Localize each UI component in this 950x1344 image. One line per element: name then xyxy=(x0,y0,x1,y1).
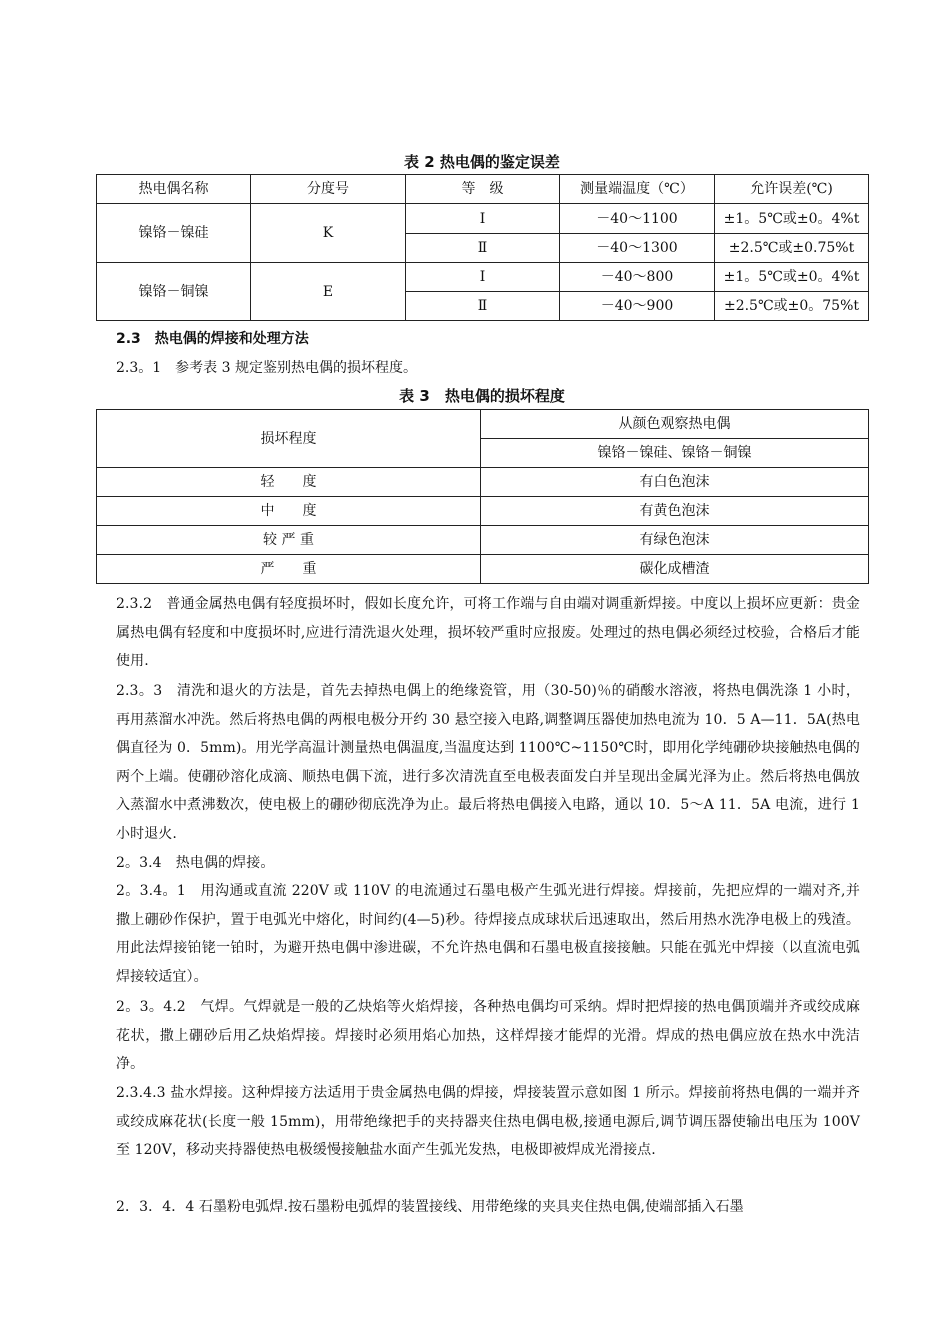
table3-damage-degree xyxy=(96,409,869,584)
table3-caption: 表 3 热电偶的损坏程度 xyxy=(399,387,565,405)
table2-grade: Ⅱ xyxy=(406,292,560,321)
table2-header-grade: 等 级 xyxy=(406,175,560,204)
table2-header-code: 分度号 xyxy=(251,175,406,204)
section-2-3-heading: 2.3 热电偶的焊接和处理方法 xyxy=(116,331,309,347)
table2-allowed-error: ±2.5℃或±0.75%t xyxy=(715,234,869,263)
paragraph-2-3-4-4: 2．3．4．4 石墨粉电弧焊.按石墨粉电弧焊的装置接线、用带绝缘的夹具夹住热电偶,使端部插入石墨 xyxy=(116,1199,744,1215)
table-row xyxy=(97,526,869,555)
table-row xyxy=(97,497,869,526)
table2-temperature-range: －40～1100 xyxy=(560,204,715,234)
table2-graduation-code: K xyxy=(251,204,406,263)
table3-description: 有白色泡沫 xyxy=(481,468,869,497)
table3-description: 有黄色泡沫 xyxy=(481,497,869,526)
table3-description: 碳化成槽渣 xyxy=(481,555,869,584)
table2-allowed-error: ±2.5℃或±0。75%t xyxy=(715,292,869,321)
table3-degree: 中 度 xyxy=(97,497,481,526)
table3-header-row xyxy=(97,410,869,439)
table2-temperature-range: －40～900 xyxy=(560,292,715,321)
table2-temperature-range: －40～1300 xyxy=(560,234,715,263)
paragraph-2-3-4: 2。3.4 热电偶的焊接。 xyxy=(116,855,275,871)
table2-graduation-code: E xyxy=(251,263,406,321)
table2-calibration-error xyxy=(96,174,869,321)
paragraph-2-3-3: 2.3。3 清洗和退火的方法是，首先去掉热电偶上的绝缘瓷管，用（30-50)％的硝酸水溶液，将热电偶洗涤 1 小时，再用蒸溜水冲洗。然后将热电偶的两根电极分开约 30 悬空接入电路,调整调压器使加热电流为 10．5 A—11．5A(热电偶直径为 0．5mm)。用光学高温计测量热电偶温度,当温度达到 1100℃~1150℃时，即用化学纯硼砂块接触热电偶的两个上端。使硼砂溶化成滴、顺热电偶下流，进行多次清洗直至电极表面发白并呈现出金属光泽为止。然后将热电偶放入蒸溜水中煮沸数次，使电极上的硼砂彻底洗净为止。最后将热电偶接入电路，通以 10．5～A 11．5A 电流，进行 1 小时退火. xyxy=(116,683,860,842)
table2-thermocouple-name: 镍铬－铜镍 xyxy=(97,263,251,321)
table-row xyxy=(97,555,869,584)
paragraph-2-3-4-2: 2。3。4.2 气焊。气焊就是一般的乙炔焰等火焰焊接，各种热电偶均可采纳。焊时把焊接的热电偶顶端并齐或绞成麻花状，撒上硼砂后用乙炔焰焊接。焊接时必须用焰心加热，这样焊接才能焊的光滑。焊成的热电偶应放在热水中洗洁净。 xyxy=(116,999,860,1073)
table3-header-types: 镍铬－镍硅、镍铬－铜镍 xyxy=(481,439,869,468)
table2-header-error: 允许误差(℃) xyxy=(715,175,869,204)
table2-allowed-error: ±1。5℃或±0。4%t xyxy=(715,204,869,234)
table2-caption: 表 2 热电偶的鉴定误差 xyxy=(404,153,560,171)
table3-degree: 严 重 xyxy=(97,555,481,584)
table2-header-name: 热电偶名称 xyxy=(97,175,251,204)
table3-header-observe: 从颜色观察热电偶 xyxy=(481,410,869,439)
table2-grade: Ⅰ xyxy=(406,263,560,292)
table3-description: 有绿色泡沫 xyxy=(481,526,869,555)
table2-header-range: 测量端温度（℃） xyxy=(560,175,715,204)
table2-thermocouple-name: 镍铬－镍硅 xyxy=(97,204,251,263)
paragraph-2-3-2: 2.3.2 普通金属热电偶有轻度损坏时，假如长度允许，可将工作端与自由端对调重新焊接。中度以上损坏应更新：贵金属热电偶有轻度和中度损坏时,应进行清洗退火处理，损坏较严重时应报废。处理过的热电偶必须经过校验，合格后才能使用. xyxy=(116,596,860,670)
table-row xyxy=(97,263,869,292)
table2-header-row xyxy=(97,175,869,204)
table-row xyxy=(97,204,869,234)
section-2-3-1-text: 2.3。1 参考表 3 规定鉴别热电偶的损坏程度。 xyxy=(116,360,417,376)
table2-temperature-range: －40～800 xyxy=(560,263,715,292)
table-row xyxy=(97,468,869,497)
paragraph-2-3-4-3: 2.3.4.3 盐水焊接。这种焊接方法适用于贵金属热电偶的焊接，焊接装置示意如图 1 所示。焊接前将热电偶的一端并齐或绞成麻花状(长度一般 15mm)，用带绝缘把手的夹持器夹住热电偶电极,接通电源后,调节调压器使输出电压为 100V 至 120V，移动夹持器使热电极缓慢接触盐水面产生弧光发热，电极即被焊成光滑接点. xyxy=(116,1085,860,1159)
paragraph-2-3-4-1: 2。3.4。1 用沟通或直流 220V 或 110V 的电流通过石墨电极产生弧光进行焊接。焊接前，先把应焊的一端对齐,并撒上硼砂作保护，置于电弧光中熔化，时间约(4—5)秒。待焊接点成球状后迅速取出，然后用热水洗净电极上的残渣。用此法焊接铂铑一铂时，为避开热电偶中渗进碳，不允许热电偶和石墨电极直接接触。只能在弧光中焊接（以直流电弧焊接较适宜）。 xyxy=(116,883,860,985)
table3-header-degree: 损坏程度 xyxy=(97,410,481,468)
table2-allowed-error: ±1。5℃或±0。4%t xyxy=(715,263,869,292)
table3-degree: 较 严 重 xyxy=(97,526,481,555)
table3-degree: 轻 度 xyxy=(97,468,481,497)
table2-grade: Ⅰ xyxy=(406,204,560,234)
table2-grade: Ⅱ xyxy=(406,234,560,263)
